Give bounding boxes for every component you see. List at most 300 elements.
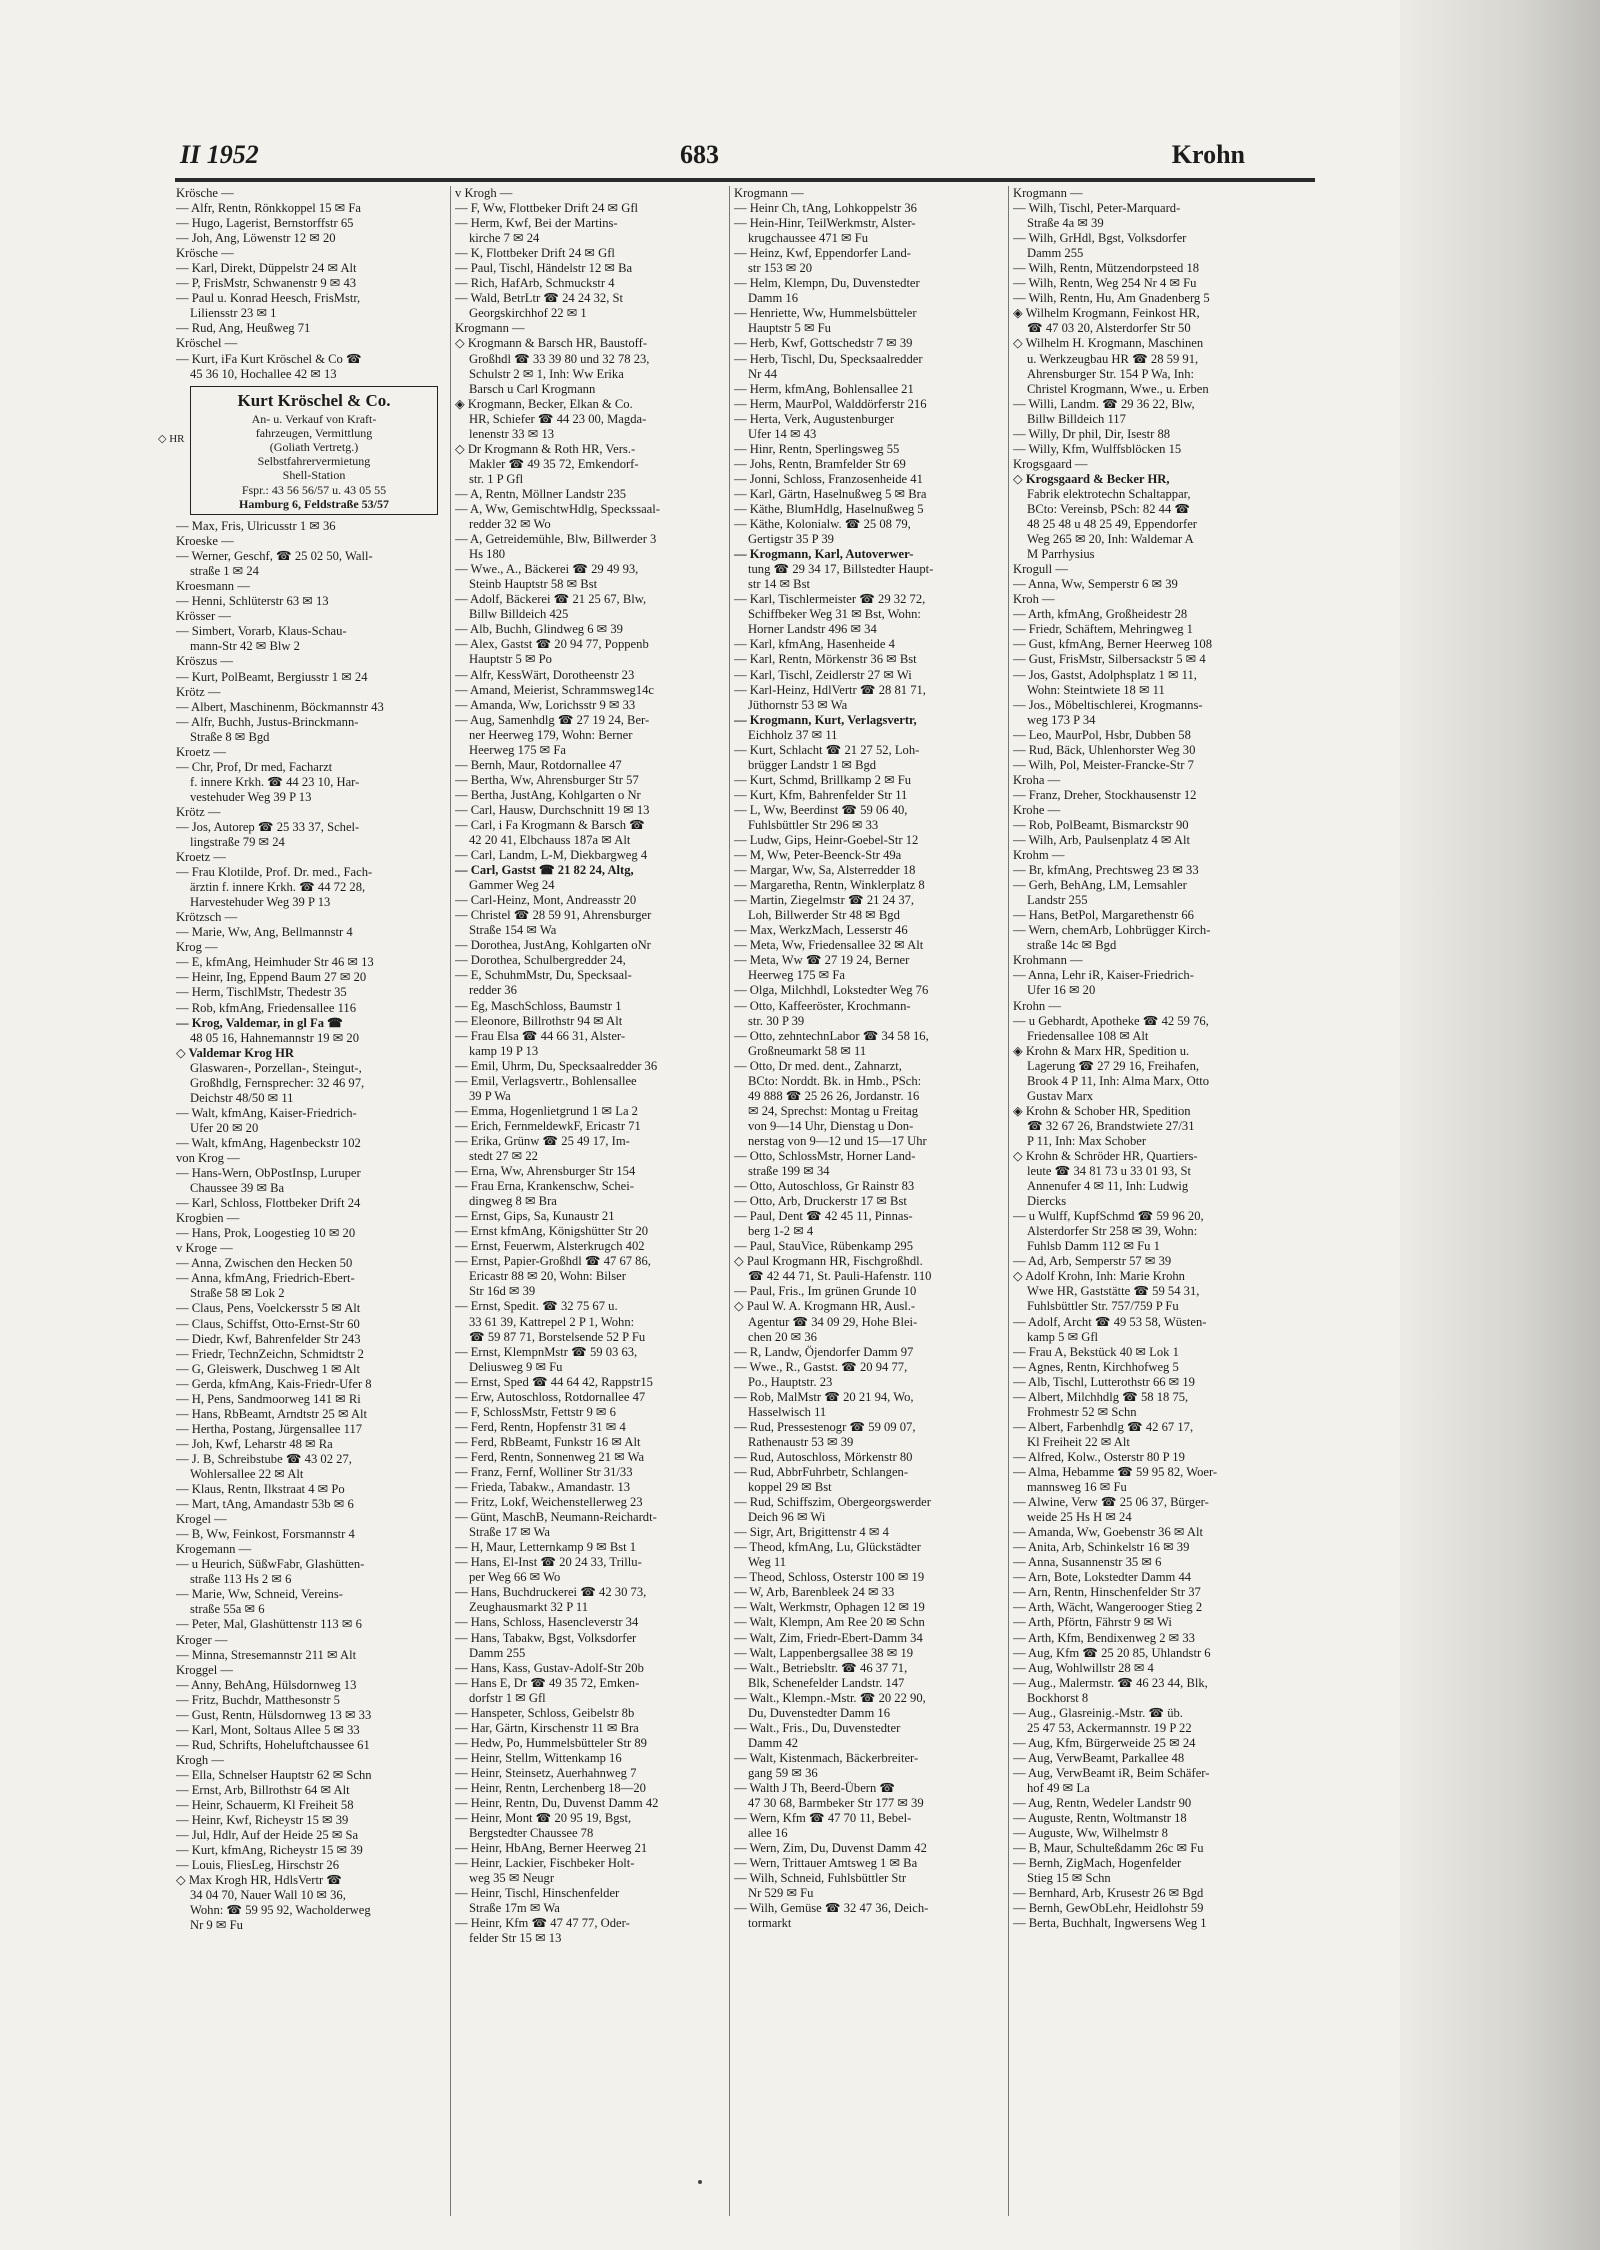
directory-entry: Jüthornstr 53 ✉ Wa bbox=[748, 697, 848, 712]
directory-entry: Fuhlsbüttler Str 296 ✉ 33 bbox=[748, 817, 879, 832]
directory-entry: — Wwe., A., Bäckerei ☎ 29 49 93, bbox=[455, 562, 639, 577]
directory-entry: Glaswaren-, Porzellan-, Steingut-, bbox=[190, 1060, 362, 1075]
directory-entry: — Anna, Lehr iR, Kaiser-Friedrich- bbox=[1013, 968, 1194, 983]
directory-entry: — Hedw, Po, Hummelsbütteler Str 89 bbox=[455, 1735, 647, 1750]
directory-entry: — Frau Klotilde, Prof. Dr. med., Fach- bbox=[176, 865, 373, 880]
directory-entry: Horner Landstr 496 ✉ 34 bbox=[748, 622, 877, 637]
directory-entry: — K, Flottbeker Drift 24 ✉ Gfl bbox=[455, 246, 615, 261]
directory-entry: — Hans, El-Inst ☎ 20 24 33, Trillu- bbox=[455, 1555, 642, 1570]
directory-entry: Heerweg 175 ✉ Fa bbox=[469, 742, 566, 757]
directory-entry: Wwe HR, Gaststätte ☎ 59 54 31, bbox=[1027, 1284, 1200, 1299]
directory-entry: ☎ 32 67 26, Brandstwiete 27/31 bbox=[1027, 1118, 1195, 1133]
directory-entry: — Anna, Zwischen den Hecken 50 bbox=[176, 1256, 353, 1271]
directory-entry: — Heinr, Mont ☎ 20 95 19, Bgst, bbox=[455, 1811, 632, 1826]
directory-entry: Damm 255 bbox=[1027, 246, 1084, 261]
directory-entry: ◇ Wilhelm H. Krogmann, Maschinen bbox=[1013, 336, 1204, 351]
directory-entry: — Alfr, KessWärt, Dorotheenstr 23 bbox=[455, 667, 635, 682]
directory-entry: — Rud, Autoschloss, Mörkenstr 80 bbox=[734, 1449, 913, 1464]
directory-entry: straße 199 ✉ 34 bbox=[748, 1164, 830, 1179]
directory-entry: — Bertha, JustAng, Kohlgarten o Nr bbox=[455, 787, 641, 802]
directory-entry: — Walt, Lappenbergsallee 38 ✉ 19 bbox=[734, 1645, 914, 1660]
directory-entry: Krösche — bbox=[176, 186, 234, 200]
directory-entry: — Hans, Kass, Gustav-Adolf-Str 20b bbox=[455, 1660, 644, 1675]
directory-entry: — Karl, Gärtn, Haselnußweg 5 ✉ Bra bbox=[734, 486, 927, 501]
header-rule bbox=[175, 178, 1315, 182]
directory-entry: — Arn, Rentn, Hinschenfelder Str 37 bbox=[1013, 1585, 1201, 1600]
directory-entry: — Hugo, Lagerist, Bernstorffstr 65 bbox=[176, 216, 354, 231]
directory-entry: — Gust, kfmAng, Berner Heerweg 108 bbox=[1013, 637, 1213, 652]
directory-entry: Kroha — bbox=[1013, 772, 1061, 787]
directory-entry: — Ludw, Gips, Heinr-Goebel-Str 12 bbox=[734, 833, 919, 848]
directory-entry: Kroeske — bbox=[176, 534, 234, 549]
column-2 bbox=[455, 186, 723, 2216]
ad-address: Hamburg 6, Feldstraße 53/57 bbox=[239, 496, 389, 511]
directory-entry: — Alfred, Kolw., Osterstr 80 P 19 bbox=[1013, 1449, 1185, 1464]
directory-entry: — B, Maur, Schulteßdamm 26c ✉ Fu bbox=[1013, 1841, 1204, 1856]
directory-entry: Deich 96 ✉ Wi bbox=[748, 1510, 826, 1525]
directory-entry: — Wilh, Rentn, Weg 254 Nr 4 ✉ Fu bbox=[1013, 276, 1197, 291]
ad-line: fahrzeugen, Vermittlung bbox=[255, 425, 373, 440]
directory-entry: Krötzsch — bbox=[176, 910, 238, 925]
directory-entry: — Wwe., R., Gastst. ☎ 20 94 77, bbox=[734, 1359, 908, 1374]
directory-entry: — Gerda, kfmAng, Kais-Friedr-Ufer 8 bbox=[176, 1376, 372, 1391]
directory-entry: krugchaussee 471 ✉ Fu bbox=[748, 231, 869, 246]
directory-entry: — Emma, Hogenlietgrund 1 ✉ La 2 bbox=[455, 1103, 638, 1118]
directory-entry: — Otto, zehntechnLabor ☎ 34 58 16, bbox=[734, 1028, 929, 1043]
directory-entry: — Alfr, Rentn, Rönkkoppel 15 ✉ Fa bbox=[176, 201, 361, 216]
directory-entry: ◇ Krogsgaard & Becker HR, bbox=[1013, 471, 1170, 486]
directory-entry: dorfstr 1 ✉ Gfl bbox=[469, 1690, 546, 1705]
directory-entry: — Walt, Kistenmach, Bäckerbreiter- bbox=[734, 1750, 919, 1765]
directory-entry: — Ferd, RbBeamt, Funkstr 16 ✉ Alt bbox=[455, 1434, 641, 1449]
directory-entry: ◇ Krohn & Schröder HR, Quartiers- bbox=[1013, 1149, 1198, 1163]
directory-entry: — Krog, Valdemar, in gl Fa ☎ bbox=[176, 1015, 343, 1030]
directory-entry: str. 30 P 39 bbox=[748, 1013, 805, 1028]
directory-entry: str 153 ✉ 20 bbox=[748, 261, 813, 276]
directory-entry: Kroh — bbox=[1013, 592, 1055, 607]
directory-entry: Schiffbeker Weg 31 ✉ Bst, Wohn: bbox=[748, 607, 921, 622]
directory-entry: — Max, Fris, Ulricusstr 1 ✉ 36 bbox=[176, 519, 336, 534]
directory-entry: ◇ Paul Krogmann HR, Fischgroßhdl. bbox=[734, 1254, 923, 1269]
directory-entry: — Adolf, Bäckerei ☎ 21 25 67, Blw, bbox=[455, 592, 647, 607]
directory-entry: ☎ 42 44 71, St. Pauli-Hafenstr. 110 bbox=[748, 1269, 932, 1284]
directory-entry: — Hein-Hinr, TeilWerkmstr, Alster- bbox=[734, 216, 916, 231]
running-head: Krohn bbox=[1171, 140, 1245, 169]
directory-entry: — Ferd, Rentn, Sonnenweg 21 ✉ Wa bbox=[455, 1449, 645, 1464]
directory-entry: Krogmann — bbox=[734, 186, 804, 200]
directory-entry: — Jos., Möbeltischlerei, Krogmanns- bbox=[1013, 697, 1203, 712]
directory-entry: M Parrhysius bbox=[1027, 547, 1095, 562]
directory-entry: — Agnes, Rentn, Kirchhofweg 5 bbox=[1013, 1359, 1179, 1374]
directory-entry: leute ☎ 34 81 73 u 33 01 93, St bbox=[1027, 1164, 1192, 1179]
ad-line: An- u. Verkauf von Kraft- bbox=[251, 411, 377, 426]
directory-entry: — Karl, Rentn, Mörkenstr 36 ✉ Bst bbox=[734, 652, 917, 667]
directory-entry: — Gust, FrisMstr, Silbersackstr 5 ✉ 4 bbox=[1013, 652, 1206, 667]
directory-entry: — Hertha, Postang, Jürgensallee 117 bbox=[176, 1421, 363, 1436]
directory-entry: ◇ Dr Krogmann & Roth HR, Vers.- bbox=[455, 441, 636, 456]
directory-entry: ◇ Krogmann & Barsch HR, Baustoff- bbox=[455, 336, 648, 351]
directory-entry: — Heinr, Rentn, Lerchenberg 18—20 bbox=[455, 1780, 646, 1795]
directory-entry: — Käthe, BlumHdlg, Haselnußweg 5 bbox=[734, 501, 924, 516]
directory-entry: ◇ Paul W. A. Krogmann HR, Ausl.- bbox=[734, 1299, 916, 1314]
directory-entry: — Heinr, Lackier, Fischbeker Holt- bbox=[455, 1856, 635, 1871]
directory-entry: — Karl, Direkt, Düppelstr 24 ✉ Alt bbox=[176, 261, 357, 276]
directory-entry: — Walt, kfmAng, Kaiser-Friedrich- bbox=[176, 1105, 357, 1120]
directory-entry: — Rud, Ang, Heußweg 71 bbox=[176, 321, 311, 336]
directory-entry: — Paul, Tischl, Händelstr 12 ✉ Ba bbox=[455, 261, 633, 276]
column-3 bbox=[734, 186, 1002, 2216]
directory-entry: — Wilh, Tischl, Peter-Marquard- bbox=[1013, 201, 1181, 216]
directory-entry: — W, Arb, Barenbleek 24 ✉ 33 bbox=[734, 1585, 895, 1600]
directory-entry: — Wilh, Pol, Meister-Francke-Str 7 bbox=[1013, 757, 1194, 772]
directory-entry: Loh, Billwerder Str 48 ✉ Bgd bbox=[748, 908, 900, 923]
directory-entry: stedt 27 ✉ 22 bbox=[469, 1149, 538, 1163]
directory-entry: felder Str 15 ✉ 13 bbox=[469, 1931, 562, 1946]
directory-entry: — Alex, Gastst ☎ 20 94 77, Poppenb bbox=[455, 637, 649, 652]
directory-entry: — Walt, Klempn, Am Ree 20 ✉ Schn bbox=[734, 1615, 925, 1630]
directory-entry: Blk, Schenefelder Landstr. 147 bbox=[748, 1675, 905, 1690]
directory-entry: Du, Duvenstedter Damm 16 bbox=[748, 1705, 890, 1720]
directory-entry: — Herb, Tischl, Du, Specksaalredder bbox=[734, 351, 923, 366]
directory-entry: — Chr, Prof, Dr med, Facharzt bbox=[176, 759, 333, 774]
directory-entry: — Walt, Zim, Friedr-Ebert-Damm 34 bbox=[734, 1630, 923, 1645]
directory-entry: Deliusweg 9 ✉ Fu bbox=[469, 1359, 563, 1374]
directory-entry: — Frieda, Tabakw., Amandastr. 13 bbox=[455, 1480, 631, 1495]
directory-entry: — Fritz, Buchdr, Matthesonstr 5 bbox=[176, 1692, 340, 1707]
directory-entry: — Erw, Autoschloss, Rotdornallee 47 bbox=[455, 1389, 646, 1404]
directory-entry: — Wern, Trittauer Amtsweg 1 ✉ Ba bbox=[734, 1856, 918, 1871]
directory-entry: straße 55a ✉ 6 bbox=[190, 1602, 265, 1617]
directory-entry: u. Werkzeugbau HR ☎ 28 59 91, bbox=[1027, 351, 1199, 366]
directory-entry: — Christel ☎ 28 59 91, Ahrensburger bbox=[455, 908, 652, 923]
directory-entry: Krogmann — bbox=[1013, 186, 1083, 200]
directory-entry: Wohlersallee 22 ✉ Alt bbox=[190, 1466, 304, 1481]
directory-entry: tormarkt bbox=[748, 1916, 792, 1931]
directory-entry: — Aug., Glasreinig.-Mstr. ☎ üb. bbox=[1013, 1705, 1183, 1720]
ad-line: Selbstfahrervermietung bbox=[257, 454, 371, 469]
directory-entry: — Rud, Bäck, Uhlenhorster Weg 30 bbox=[1013, 742, 1196, 757]
directory-entry: — Kurt, kfmAng, Richeystr 15 ✉ 39 bbox=[176, 1843, 363, 1858]
directory-entry: — Alb, Tischl, Lutterothstr 66 ✉ 19 bbox=[1013, 1374, 1195, 1389]
directory-entry: 39 P Wa bbox=[469, 1088, 511, 1103]
directory-entry: — Willy, Kfm, Wulffsblöcken 15 bbox=[1013, 441, 1182, 456]
directory-entry: 42 20 41, Elbchauss 187a ✉ Alt bbox=[469, 833, 631, 848]
directory-entry: Krogel — bbox=[176, 1512, 227, 1527]
directory-entry: Fuhlsb Damm 112 ✉ Fu 1 bbox=[1027, 1239, 1160, 1254]
directory-entry: — Heinr, HbAng, Berner Heerweg 21 bbox=[455, 1841, 648, 1856]
directory-entry: — Gust, Rentn, Hülsdornweg 13 ✉ 33 bbox=[176, 1707, 372, 1722]
directory-entry: Straße 58 ✉ Lok 2 bbox=[190, 1286, 285, 1301]
directory-entry: v Krogh — bbox=[455, 186, 513, 200]
directory-entry: Ufer 14 ✉ 43 bbox=[748, 426, 817, 441]
directory-entry: ◇ Adolf Krohn, Inh: Marie Krohn bbox=[1013, 1269, 1185, 1284]
directory-entry: — Herm, TischlMstr, Thedestr 35 bbox=[176, 985, 347, 1000]
directory-entry: — Amand, Meierist, Schrammsweg14c bbox=[455, 682, 655, 697]
directory-entry: Krohmann — bbox=[1013, 953, 1083, 968]
directory-entry: — Otto, Kaffeeröster, Krochmann- bbox=[734, 998, 911, 1013]
volume-year: II 1952 bbox=[180, 140, 259, 169]
directory-entry: Damm 255 bbox=[469, 1645, 526, 1660]
directory-entry: — Rud, Pressestenogr ☎ 59 09 07, bbox=[734, 1419, 916, 1434]
directory-entry: — Peter, Mal, Glashüttenstr 113 ✉ 6 bbox=[176, 1617, 362, 1632]
directory-entry: — Arth, Wächt, Wangerooger Stieg 2 bbox=[1013, 1600, 1203, 1615]
directory-entry: mann-Str 42 ✉ Blw 2 bbox=[190, 639, 300, 654]
directory-entry: Fuhlsbüttler Str. 757/759 P Fu bbox=[1027, 1299, 1179, 1314]
directory-entry: straße 1 ✉ 24 bbox=[190, 564, 259, 579]
directory-entry: Alsterdorfer Str 258 ✉ 39, Wohn: bbox=[1027, 1224, 1198, 1239]
directory-entry: — Aug, VerwBeamt, Parkallee 48 bbox=[1013, 1750, 1185, 1765]
directory-entry: Krohe — bbox=[1013, 802, 1061, 817]
directory-entry: — Rob, MalMstr ☎ 20 21 94, Wo, bbox=[734, 1389, 914, 1404]
directory-entry: — Heinr Ch, tAng, Lohkoppelstr 36 bbox=[734, 201, 917, 216]
directory-entry: — Herta, Verk, Augustenburger bbox=[734, 411, 895, 426]
directory-entry: — Paul, Dent ☎ 42 45 11, Pinnas- bbox=[734, 1209, 913, 1224]
directory-entry: — Walt, kfmAng, Hagenbeckstr 102 bbox=[176, 1135, 361, 1150]
directory-entry: — Bernh, ZigMach, Hogenfelder bbox=[1013, 1856, 1182, 1871]
directory-entry: — Frau Erna, Krankenschw, Schei- bbox=[455, 1179, 634, 1194]
directory-entry: Deichstr 48/50 ✉ 11 bbox=[190, 1090, 294, 1105]
directory-entry: ✉ 24, Sprechst: Montag u Freitag bbox=[748, 1103, 919, 1118]
directory-entry: — Marie, Ww, Schneid, Vereins- bbox=[176, 1587, 343, 1602]
directory-entry: Krogbien — bbox=[176, 1211, 240, 1226]
directory-entry: — Walt., Betriebsltr. ☎ 46 37 71, bbox=[734, 1660, 908, 1675]
directory-entry: Kröschel — bbox=[176, 336, 238, 351]
directory-entry: — Hans, RbBeamt, Arndtstr 25 ✉ Alt bbox=[176, 1406, 368, 1421]
directory-entry: — Günt, MaschB, Neumann-Reichardt- bbox=[455, 1510, 657, 1525]
print-speck bbox=[698, 2180, 702, 2184]
directory-entry: — Franz, Fernf, Wolliner Str 31/33 bbox=[455, 1464, 633, 1479]
page-header bbox=[180, 140, 1245, 180]
directory-entry: — Rob, PolBeamt, Bismarckstr 90 bbox=[1013, 817, 1189, 832]
directory-entry: — Alwine, Verw ☎ 25 06 37, Bürger- bbox=[1013, 1495, 1209, 1510]
directory-entry: — Anna, Susannenstr 35 ✉ 6 bbox=[1013, 1555, 1162, 1570]
directory-entry: str 14 ✉ Bst bbox=[748, 577, 810, 592]
directory-entry: Chaussee 39 ✉ Ba bbox=[190, 1181, 285, 1196]
directory-entry: ◈ Wilhelm Krogmann, Feinkost HR, bbox=[1013, 306, 1200, 321]
directory-entry: Damm 42 bbox=[748, 1735, 799, 1750]
directory-entry: — G, Gleiswerk, Duschweg 1 ✉ Alt bbox=[176, 1361, 361, 1376]
ad-title: Kurt Kröschel & Co. bbox=[237, 390, 391, 410]
directory-entry: 25 47 53, Ackermannstr. 19 P 22 bbox=[1027, 1720, 1192, 1735]
directory-entry: — Max, WerkzMach, Lesserstr 46 bbox=[734, 923, 908, 938]
directory-entry: Krogh — bbox=[176, 1752, 224, 1767]
directory-entry: — Carl, i Fa Krogmann & Barsch ☎ bbox=[455, 817, 645, 832]
directory-entry: Ufer 16 ✉ 20 bbox=[1027, 983, 1096, 998]
directory-entry: — Joh, Ang, Löwenstr 12 ✉ 20 bbox=[176, 231, 336, 246]
directory-entry: — Heinr, Stellm, Wittenkamp 16 bbox=[455, 1750, 622, 1765]
directory-entry: — Amanda, Ww, Lorichsstr 9 ✉ 33 bbox=[455, 697, 636, 712]
directory-entry: — Otto, Autoschloss, Gr Rainstr 83 bbox=[734, 1179, 915, 1194]
directory-entry: chen 20 ✉ 36 bbox=[748, 1329, 817, 1344]
directory-entry: 49 888 ☎ 25 26 26, Jordanstr. 16 bbox=[748, 1088, 920, 1103]
directory-entry: hof 49 ✉ La bbox=[1027, 1780, 1090, 1795]
directory-entry: — Hans, Buchdruckerei ☎ 42 30 73, bbox=[455, 1585, 647, 1600]
directory-entry: Kl Freiheit 22 ✉ Alt bbox=[1027, 1434, 1130, 1449]
directory-entry: — Herm, kfmAng, Bohlensallee 21 bbox=[734, 381, 914, 396]
directory-entry: Krötz — bbox=[176, 804, 221, 819]
directory-entry: — Aug, Kfm ☎ 25 20 85, Uhlandstr 6 bbox=[1013, 1645, 1211, 1660]
directory-entry: Weg 265 ✉ 20, Inh: Waldemar A bbox=[1027, 532, 1194, 547]
directory-entry: — Otto, SchlossMstr, Horner Land- bbox=[734, 1149, 916, 1163]
directory-entry: — Werner, Geschf, ☎ 25 02 50, Wall- bbox=[176, 549, 373, 564]
directory-entry: — Minna, Stresemannstr 211 ✉ Alt bbox=[176, 1647, 357, 1662]
directory-entry: — Walt., Klempn.-Mstr. ☎ 20 22 90, bbox=[734, 1690, 926, 1705]
directory-entry: Kroggel — bbox=[176, 1662, 234, 1677]
directory-entry: Krösser — bbox=[176, 609, 231, 624]
directory-entry: — Aug, Samenhdlg ☎ 27 19 24, Ber- bbox=[455, 712, 650, 727]
directory-entry: Heerweg 175 ✉ Fa bbox=[748, 968, 845, 983]
directory-entry: — Jos, Autorep ☎ 25 33 37, Schel- bbox=[176, 819, 360, 834]
directory-entry: — Aug, Kfm, Bürgerweide 25 ✉ 24 bbox=[1013, 1735, 1196, 1750]
directory-entry: — Heinr, Rentn, Du, Duvenst Damm 42 bbox=[455, 1796, 659, 1811]
directory-entry: Nr 44 bbox=[748, 366, 778, 381]
directory-entry: — Diedr, Kwf, Bahrenfelder Str 243 bbox=[176, 1331, 361, 1346]
directory-entry: — R, Landw, Öjendorfer Damm 97 bbox=[734, 1344, 914, 1359]
directory-entry: — Wilh, Schneid, Fuhlsbüttler Str bbox=[734, 1871, 907, 1886]
directory-entry: — Emil, Uhrm, Du, Specksaalredder 36 bbox=[455, 1058, 658, 1073]
directory-entry: — Klaus, Rentn, Ilkstraat 4 ✉ Po bbox=[176, 1482, 345, 1497]
directory-entry: — Carl, Hausw, Durchschnitt 19 ✉ 13 bbox=[455, 802, 650, 817]
directory-entry: — Heinr, Tischl, Hinschenfelder bbox=[455, 1886, 620, 1901]
directory-entry: vestehuder Weg 39 P 13 bbox=[190, 789, 312, 804]
directory-entry: ◇ Valdemar Krog HR bbox=[176, 1045, 295, 1060]
directory-entry: 45 36 10, Hochallee 42 ✉ 13 bbox=[190, 366, 337, 381]
directory-entry: — A, Ww, GemischtwHdlg, Speckssaal- bbox=[455, 501, 660, 516]
directory-entry: Kröszus — bbox=[176, 654, 234, 669]
directory-entry: 47 30 68, Barmbeker Str 177 ✉ 39 bbox=[748, 1796, 924, 1811]
directory-entry: — Henriette, Ww, Hummelsbütteler bbox=[734, 306, 917, 321]
directory-entry: straße 14c ✉ Bgd bbox=[1027, 938, 1117, 953]
directory-entry: Landstr 255 bbox=[1027, 893, 1088, 908]
directory-entry: — Herm, Kwf, Bei der Martins- bbox=[455, 216, 618, 231]
directory-entry: — Claus, Schiffst, Otto-Ernst-Str 60 bbox=[176, 1316, 360, 1331]
directory-entry: — Alfr, Buchh, Justus-Brinckmann- bbox=[176, 714, 359, 729]
directory-entry: str. 1 P Gfl bbox=[469, 471, 524, 486]
directory-entry: — H, Maur, Letternkamp 9 ✉ Bst 1 bbox=[455, 1540, 637, 1555]
directory-entry: ◈ Krogmann, Becker, Elkan & Co. bbox=[455, 396, 633, 411]
directory-entry: weg 35 ✉ Neugr bbox=[469, 1871, 555, 1886]
directory-entry: — Willy, Dr phil, Dir, Isestr 88 bbox=[1013, 426, 1171, 441]
directory-entry: Bergstedter Chaussee 78 bbox=[469, 1826, 594, 1841]
directory-entry: — Bernhard, Arb, Krusestr 26 ✉ Bgd bbox=[1013, 1886, 1204, 1901]
directory-entry: — Hinr, Rentn, Sperlingsweg 55 bbox=[734, 441, 900, 456]
directory-entry: — Walt, Werkmstr, Ophagen 12 ✉ 19 bbox=[734, 1600, 925, 1615]
directory-entry: — Hans-Wern, ObPostInsp, Luruper bbox=[176, 1166, 361, 1181]
directory-entry: ärztin f. innere Krkh. ☎ 44 72 28, bbox=[190, 880, 366, 895]
directory-entry: Agentur ☎ 34 09 29, Hohe Blei- bbox=[748, 1314, 918, 1329]
directory-entry: — Arn, Bote, Lokstedter Damm 44 bbox=[1013, 1570, 1192, 1585]
directory-entry: — Paul, Fris., Im grünen Grunde 10 bbox=[734, 1284, 917, 1299]
directory-entry: allee 16 bbox=[748, 1826, 788, 1841]
directory-entry: ☎ 59 87 71, Borstelsende 52 P Fu bbox=[469, 1329, 646, 1344]
directory-entry: — u Wulff, KupfSchmd ☎ 59 96 20, bbox=[1013, 1209, 1204, 1224]
directory-entry: — Bertha, Ww, Ahrensburger Str 57 bbox=[455, 772, 639, 787]
directory-entry: — Herb, Kwf, Gottschedstr 7 ✉ 39 bbox=[734, 336, 913, 351]
directory-entry: — Walt., Fris., Du, Duvenstedter bbox=[734, 1720, 901, 1735]
directory-entry: — Karl, Tischlermeister ☎ 29 32 72, bbox=[734, 592, 926, 607]
directory-entry: Liliensstr 23 ✉ 1 bbox=[190, 306, 277, 321]
directory-entry: Straße 154 ✉ Wa bbox=[469, 923, 557, 938]
directory-entry: Damm 16 bbox=[748, 291, 799, 306]
directory-entry: — Ernst, Papier-Großhdl ☎ 47 67 86, bbox=[455, 1254, 651, 1269]
scan-edge-shadow bbox=[1400, 0, 1600, 2250]
directory-entry: — Jul, Hdlr, Auf der Heide 25 ✉ Sa bbox=[176, 1828, 359, 1843]
directory-entry: — J. B, Schreibstube ☎ 43 02 27, bbox=[176, 1451, 352, 1466]
directory-entry: — Paul, StauVice, Rübenkamp 295 bbox=[734, 1239, 914, 1254]
directory-entry: — Wilh, Arb, Paulsenplatz 4 ✉ Alt bbox=[1013, 833, 1191, 848]
directory-entry: — Arth, Pförtn, Fährstr 9 ✉ Wi bbox=[1013, 1615, 1172, 1630]
directory-entry: ◈ Krohn & Schober HR, Spedition bbox=[1013, 1103, 1191, 1118]
directory-entry: Fabrik elektrotechn Schaltappar, bbox=[1027, 486, 1191, 501]
directory-entry: — Anny, BehAng, Hülsdornweg 13 bbox=[176, 1677, 357, 1692]
directory-entry: — Hanspeter, Schloss, Geibelstr 8b bbox=[455, 1705, 635, 1720]
directory-entry: — Margaretha, Rentn, Winklerplatz 8 bbox=[734, 878, 925, 893]
directory-entry: — Adolf, Archt ☎ 49 53 58, Wüsten- bbox=[1013, 1314, 1207, 1329]
directory-entry: — Helm, Klempn, Du, Duvenstedter bbox=[734, 276, 920, 291]
directory-entry: Krösche — bbox=[176, 246, 234, 261]
directory-entry: Hauptstr 5 ✉ Fu bbox=[748, 321, 831, 336]
directory-entry: weg 173 P 34 bbox=[1027, 712, 1096, 727]
directory-entry: — Ad, Arb, Semperstr 57 ✉ 39 bbox=[1013, 1254, 1172, 1269]
directory-entry: — Meta, Ww ☎ 27 19 24, Berner bbox=[734, 953, 910, 968]
directory-entry: — Albert, Farbenhdlg ☎ 42 67 17, bbox=[1013, 1419, 1194, 1434]
directory-entry: — Franz, Dreher, Stockhausenstr 12 bbox=[1013, 787, 1197, 802]
directory-entry: — Br, kfmAng, Prechtsweg 23 ✉ 33 bbox=[1013, 863, 1199, 878]
margin-hr-mark: ◇ HR bbox=[158, 433, 185, 445]
directory-entry: — Carl, Gastst ☎ 21 82 24, Altg, bbox=[455, 863, 634, 878]
directory-entry: — Aug, VerwBeamt iR, Beim Schäfer- bbox=[1013, 1765, 1210, 1780]
directory-entry: — Meta, Ww, Friedensallee 32 ✉ Alt bbox=[734, 938, 924, 953]
directory-entry: — Amanda, Ww, Goebenstr 36 ✉ Alt bbox=[1013, 1525, 1203, 1540]
directory-entry: tung ☎ 29 34 17, Billstedter Haupt- bbox=[748, 562, 934, 577]
directory-entry: per Weg 66 ✉ Wo bbox=[469, 1570, 561, 1585]
directory-entry: — Paul u. Konrad Heesch, FrisMstr, bbox=[176, 291, 361, 306]
directory-entry: — Henni, Schlüterstr 63 ✉ 13 bbox=[176, 594, 329, 609]
directory-entry: Frohmestr 52 ✉ Schn bbox=[1027, 1404, 1137, 1419]
directory-entry: — Rob, kfmAng, Friedensallee 116 bbox=[176, 1000, 357, 1015]
directory-entry: — Otto, Arb, Druckerstr 17 ✉ Bst bbox=[734, 1194, 907, 1209]
directory-entry: weide 25 Hs H ✉ 24 bbox=[1027, 1510, 1132, 1525]
directory-entry: — Heinr, Ing, Eppend Baum 27 ✉ 20 bbox=[176, 970, 367, 985]
directory-entry: Hs 180 bbox=[469, 547, 506, 562]
directory-entry: brügger Landstr 1 ✉ Bgd bbox=[748, 757, 877, 772]
directory-entry: — Wern, Zim, Du, Duvenst Damm 42 bbox=[734, 1841, 927, 1856]
directory-entry: — Mart, tAng, Amandastr 53b ✉ 6 bbox=[176, 1497, 354, 1512]
directory-entry: — F, Ww, Flottbeker Drift 24 ✉ Gfl bbox=[455, 201, 639, 216]
directory-entry: — Ferd, Rentn, Hopfenstr 31 ✉ 4 bbox=[455, 1419, 626, 1434]
directory-entry: — Wilh, Rentn, Mützendorpsteed 18 bbox=[1013, 261, 1200, 276]
directory-entry: dingweg 8 ✉ Bra bbox=[469, 1194, 557, 1209]
directory-entry: Straße 8 ✉ Bgd bbox=[190, 729, 270, 744]
directory-entry: — Eleonore, Billrothstr 94 ✉ Alt bbox=[455, 1013, 623, 1028]
directory-entry: — Walth J Th, Beerd-Übern ☎ bbox=[734, 1780, 896, 1795]
directory-entry: f. innere Krkh. ☎ 44 23 10, Har- bbox=[190, 774, 360, 789]
directory-entry: — Albert, Milchhdlg ☎ 58 18 75, bbox=[1013, 1389, 1189, 1404]
directory-entry: — Krogmann, Kurt, Verlagsvertr, bbox=[734, 712, 917, 727]
column-1 bbox=[176, 186, 444, 2216]
directory-entry: — Heinr, Kfm ☎ 47 47 77, Oder- bbox=[455, 1916, 630, 1931]
directory-entry: Großhdlg, Fernsprecher: 32 46 97, bbox=[190, 1075, 365, 1090]
directory-entry: ner Heerweg 179, Wohn: Berner bbox=[469, 727, 633, 742]
directory-entry: — Arth, kfmAng, Großheidestr 28 bbox=[1013, 607, 1188, 622]
directory-entry: — Albert, Maschinenm, Böckmannstr 43 bbox=[176, 699, 384, 714]
directory-entry: — Erna, Ww, Ahrensburger Str 154 bbox=[455, 1164, 636, 1179]
directory-entry: — Karl, Schloss, Flottbeker Drift 24 bbox=[176, 1196, 361, 1211]
directory-entry: Annenufer 4 ✉ 11, Inh: Ludwig bbox=[1027, 1179, 1189, 1194]
directory-entry: Gammer Weg 24 bbox=[469, 878, 555, 893]
directory-entry: Brook 4 P 11, Inh: Alma Marx, Otto bbox=[1027, 1073, 1210, 1088]
directory-entry: — Wilh, Gemüse ☎ 32 47 36, Deich- bbox=[734, 1901, 929, 1916]
